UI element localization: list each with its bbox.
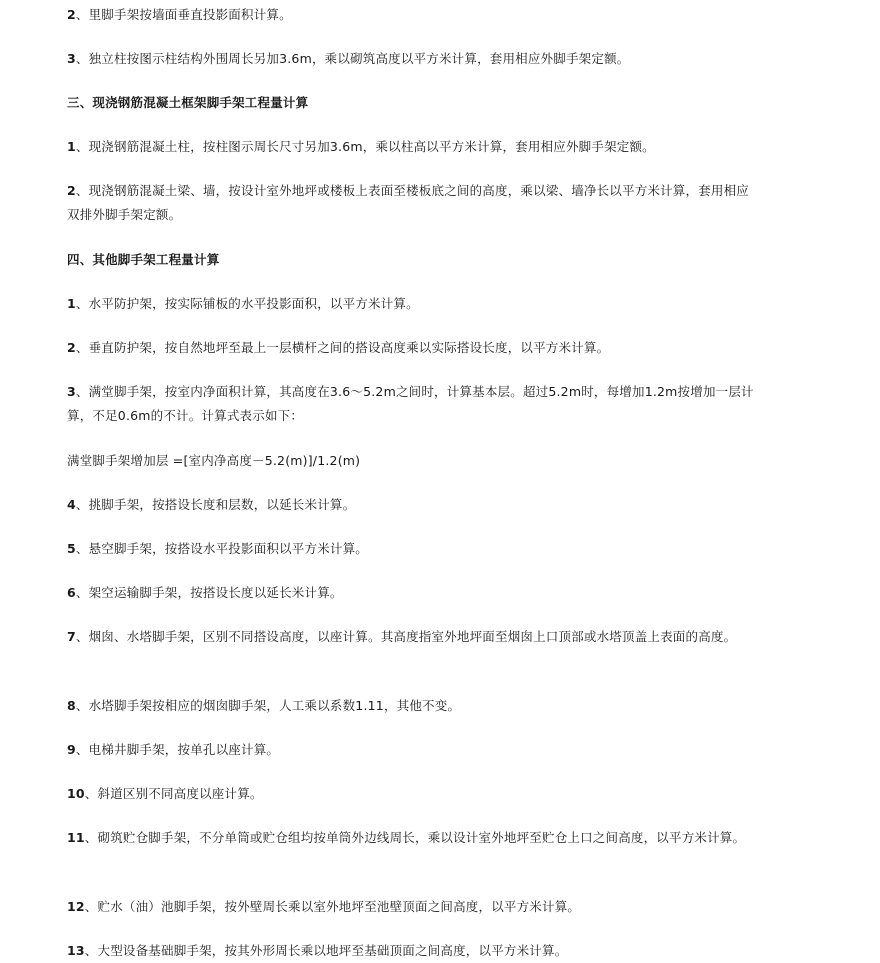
paragraph-7-chimney-tower (67, 625, 757, 649)
item-number: 7 (67, 629, 76, 644)
paragraph-13-equipment-foundation (67, 939, 757, 963)
paragraph-text: 、垂直防护架，按自然地坪至最上一层横杆之间的搭设高度乘以实际搭设长度，以平方米计算。 (75, 340, 610, 355)
paragraph-text: 、电梯井脚手架，按单孔以座计算。 (75, 742, 280, 757)
item-number: 2 (67, 183, 76, 198)
paragraph-10-ramp (67, 782, 757, 806)
paragraph-6-overhead-transport (67, 581, 757, 605)
formula-line: 满堂脚手架增加层 =[室内净高度－5.2(m)]/1.2(m) (67, 453, 361, 468)
paragraph-text: 、挑脚手架，按搭设长度和层数，以延长米计算。 (75, 497, 356, 512)
item-number: 1 (67, 139, 76, 154)
item-number: 3 (67, 384, 76, 399)
paragraph-text: 、大型设备基础脚手架，按其外形周长乘以地坪至基础顶面之间高度，以平方米计算。 (84, 943, 568, 958)
paragraph-5-suspended (67, 537, 757, 561)
paragraph-text: 、砌筑贮仓脚手架，不分单筒或贮仓组均按单筒外边线周长，乘以设计室外地坪至贮仓上口之间高度，以平方米计算。 (84, 830, 746, 845)
paragraph-text: 、满堂脚手架，按室内净面积计算，其高度在3.6～5.2m之间时，计算基本层。超过5.2m时，每增加1.2m按增加一层计算，不足0.6m的不计。计算式表示如下： (67, 384, 754, 423)
paragraph-3-independent-column (67, 47, 757, 71)
paragraph-1-horizontal-guard (67, 292, 757, 316)
item-number: 4 (67, 497, 76, 512)
paragraph-2-vertical-guard (67, 336, 757, 360)
paragraph-text: 、贮水（油）池脚手架，按外壁周长乘以室外地坪至池壁顶面之间高度，以平方米计算。 (84, 899, 581, 914)
paragraph-9-elevator-shaft (67, 738, 757, 762)
item-number: 13 (67, 943, 85, 958)
item-number: 8 (67, 698, 76, 713)
paragraph-text: 、烟囱、水塔脚手架，区别不同搭设高度，以座计算。其高度指室外地坪面至烟囱上口顶部或水塔顶盖上表面的高度。 (75, 629, 737, 644)
paragraph-text: 、独立柱按图示柱结构外围周长另加3.6m，乘以砌筑高度以平方米计算，套用相应外脚手架定额。 (75, 51, 630, 66)
item-number: 2 (67, 7, 76, 22)
item-number: 11 (67, 830, 85, 845)
item-number: 3 (67, 51, 76, 66)
item-number: 2 (67, 340, 76, 355)
paragraph-text: 、水平防护架，按实际铺板的水平投影面积，以平方米计算。 (75, 296, 419, 311)
paragraph-text: 、斜道区别不同高度以座计算。 (84, 786, 263, 801)
item-number: 6 (67, 585, 76, 600)
paragraph-text: 、里脚手架按墙面垂直投影面积计算。 (75, 7, 292, 22)
item-number: 12 (67, 899, 85, 914)
item-number: 10 (67, 786, 85, 801)
paragraph-11-silo (67, 826, 757, 850)
item-number: 9 (67, 742, 76, 757)
paragraph-2-cast-beam-wall (67, 179, 757, 227)
paragraph-1-cast-column (67, 135, 757, 159)
paragraph-8-water-tower (67, 694, 757, 718)
paragraph-text: 、悬空脚手架，按搭设水平投影面积以平方米计算。 (75, 541, 369, 556)
paragraph-3-full-hall (67, 380, 757, 428)
item-number: 5 (67, 541, 76, 556)
paragraph-text: 、水塔脚手架按相应的烟囱脚手架，人工乘以系数1.11，其他不变。 (75, 698, 461, 713)
item-number: 1 (67, 296, 76, 311)
paragraph-2-inner-scaffold (67, 3, 757, 27)
section-heading-3: 三、现浇钢筋混凝土框架脚手架工程量计算 (67, 95, 309, 110)
paragraph-4-cantilever (67, 493, 757, 517)
paragraph-text: 、现浇钢筋混凝土梁、墙，按设计室外地坪或楼板上表面至楼板底之间的高度，乘以梁、墙净长以平方米计算，套用相应双排外脚手架定额。 (67, 183, 750, 222)
paragraph-12-pool (67, 895, 757, 919)
paragraph-text: 、现浇钢筋混凝土柱，按柱图示周长尺寸另加3.6m，乘以柱高以平方米计算，套用相应外脚手架定额。 (75, 139, 655, 154)
section-heading-4: 四、其他脚手架工程量计算 (67, 252, 220, 267)
paragraph-text: 、架空运输脚手架，按搭设长度以延长米计算。 (75, 585, 343, 600)
